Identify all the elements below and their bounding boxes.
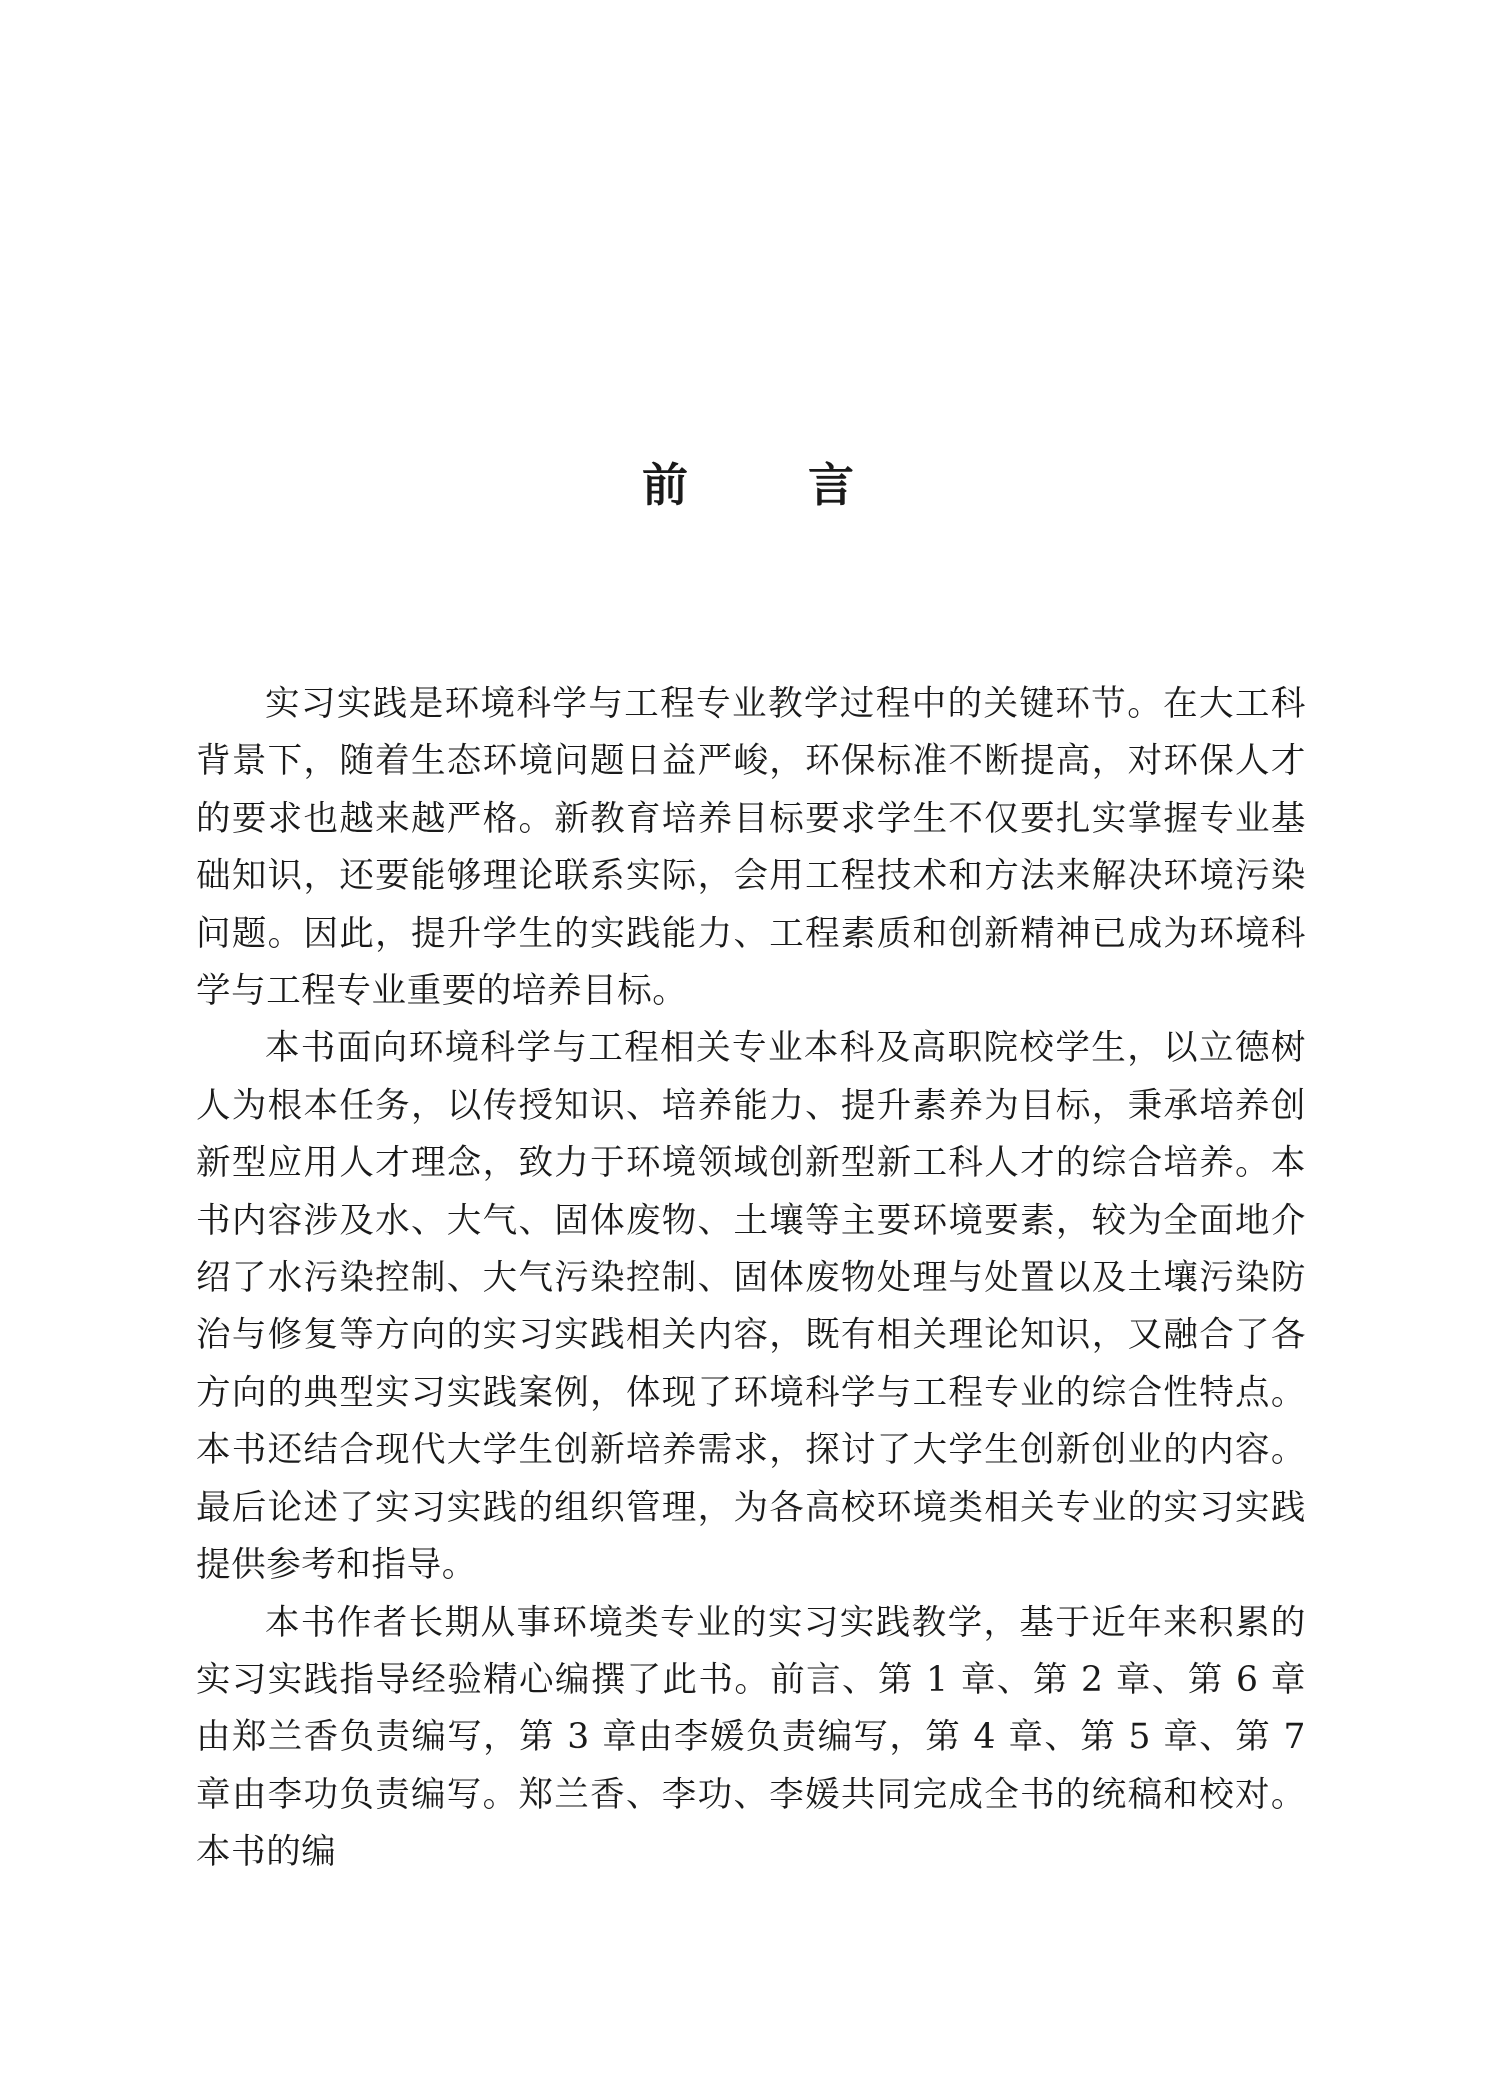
paragraph-1: 实习实践是环境科学与工程专业教学过程中的关键环节。在大工科背景下，随着生态环境问题日益严峻，环保标准不断提高，对环保人才的要求也越来越严格。新教育培养目标要求学生不仅要扎实掌握专业基础知识，还要能够理论联系实际，会用工程技术和方法来解决环境污染问题。因此，提升学生的实践能力、工程素质和创新精神已成为环境科学与工程专业重要的培养目标。 [196,684,1306,1012]
paragraph-2: 本书面向环境科学与工程相关专业本科及高职院校学生，以立德树人为根本任务，以传授知识、培养能力、提升素养为目标，秉承培养创新型应用人才理念，致力于环境领域创新型新工科人才的综合培养。本书内容涉及水、大气、固体废物、土壤等主要环境要素，较为全面地介绍了水污染控制、大气污染控制、固体废物处理与处置以及土壤污染防治与修复等方向的实习实践相关内容，既有相关理论知识，又融合了各方向的典型实习实践案例，体现了环境科学与工程专业的综合性特点。本书还结合现代大学生创新培养需求，探讨了大学生创新创业的内容。最后论述了实习实践的组织管理，为各高校环境类相关专业的实习实践提供参考和指导。 [196,1028,1306,1586]
body-text [196,676,1306,1882]
paragraph-3: 本书作者长期从事环境类专业的实习实践教学，基于近年来积累的实习实践指导经验精心编撰了此书。前言、第 1 章、第 2 章、第 6 章由郑兰香负责编写，第 3 章由李媛负责编写，第 4 章、第 5 章、第 7 章由李功负责编写。郑兰香、李功、李媛共同完成全书的统稿和校对。本书的编 [196,1602,1306,1873]
page-title: 前 言 [641,458,906,512]
